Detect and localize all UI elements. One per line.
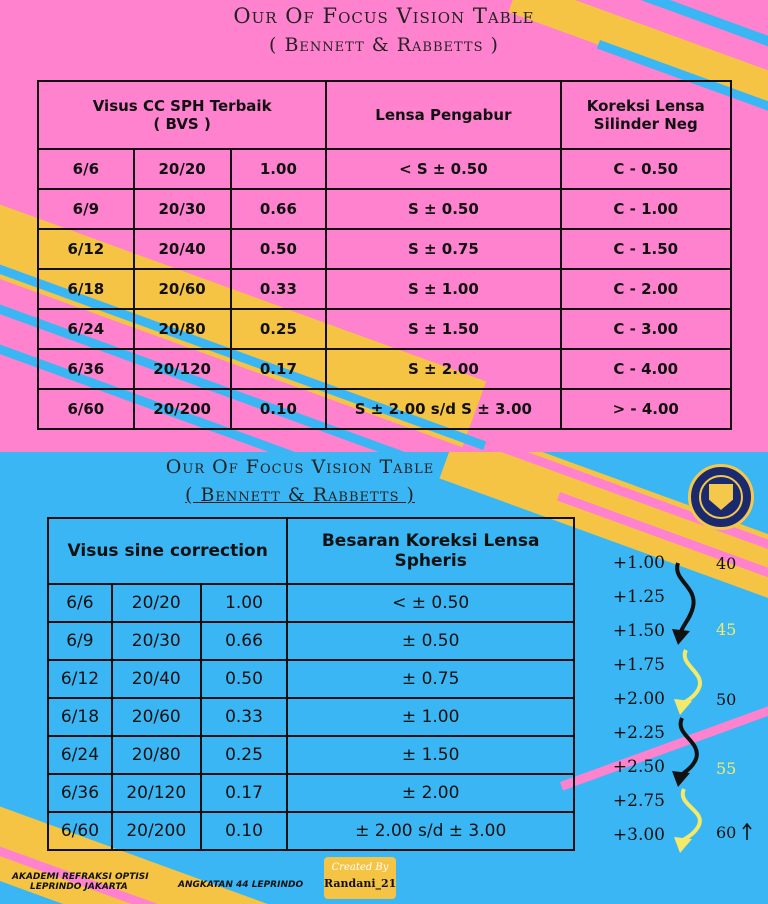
table-cell: 20/40 <box>112 660 201 698</box>
table-cell: 0.50 <box>201 660 288 698</box>
arrow-head-icon <box>674 699 692 715</box>
table-row <box>38 389 731 429</box>
table-cell: 6/12 <box>48 660 112 698</box>
table-cell: 20/80 <box>112 736 201 774</box>
power-value: +2.00 <box>612 689 665 709</box>
table-cell: 1.00 <box>201 584 288 622</box>
table-row <box>38 149 731 189</box>
table-cell: ± 2.00 s/d ± 3.00 <box>287 812 574 850</box>
table-cell: 20/20 <box>112 584 201 622</box>
table-cell: 6/6 <box>38 149 134 189</box>
table-cell: 20/200 <box>112 812 201 850</box>
table-row <box>38 309 731 349</box>
table-cell: 6/12 <box>38 229 134 269</box>
table-cell: 20/200 <box>134 389 231 429</box>
table-cell: 0.10 <box>231 389 327 429</box>
table-cell: C - 3.00 <box>561 309 732 349</box>
table-cell: C - 1.00 <box>561 189 732 229</box>
table-cell: 6/36 <box>48 774 112 812</box>
table-cell: 20/60 <box>134 269 231 309</box>
table-cell: 0.66 <box>231 189 327 229</box>
table-row <box>48 736 574 774</box>
table-row <box>48 774 574 812</box>
table-cell: 6/18 <box>48 698 112 736</box>
table-cell: 6/9 <box>48 622 112 660</box>
table-cell: 0.33 <box>231 269 327 309</box>
distance-value: 45 <box>716 620 737 639</box>
table-cell: 0.25 <box>231 309 327 349</box>
distance-value: 60 <box>716 823 737 842</box>
header-visus-sub: ( BVS ) <box>153 115 211 133</box>
table-row <box>48 622 574 660</box>
table-header-row <box>48 518 574 584</box>
academy-line-2: LEPRINDO JAKARTA <box>30 882 128 892</box>
curly-arrow-icon <box>680 650 700 705</box>
power-value: +1.75 <box>612 655 665 675</box>
creator-name: Randani_21 <box>324 877 397 890</box>
table-cell: 6/9 <box>38 189 134 229</box>
table-cell: 0.17 <box>201 774 288 812</box>
table-row <box>38 229 731 269</box>
table-cell: 20/40 <box>134 229 231 269</box>
table-cell: ± 0.50 <box>287 622 574 660</box>
table-header-row <box>38 81 731 149</box>
table-cell: 0.17 <box>231 349 327 389</box>
table-cell: 6/24 <box>48 736 112 774</box>
power-value: +1.00 <box>612 553 665 573</box>
curly-arrow-icon <box>680 718 697 777</box>
table-cell: < ± 0.50 <box>287 584 574 622</box>
header-koreksi: Koreksi Lensa Silinder Neg <box>561 81 732 149</box>
table-cell: ± 1.00 <box>287 698 574 736</box>
table-cell: S ± 0.50 <box>326 189 560 229</box>
arrow-up-icon <box>742 822 752 842</box>
arrow-head-icon <box>674 837 692 853</box>
table-cell: 20/120 <box>112 774 201 812</box>
table-cell: 20/30 <box>134 189 231 229</box>
table-cell: 20/80 <box>134 309 231 349</box>
table-cell: 6/60 <box>38 389 134 429</box>
table-cell: 0.50 <box>231 229 327 269</box>
table-cell: S ± 2.00 <box>326 349 560 389</box>
power-value: +3.00 <box>612 825 665 845</box>
table-cell: 0.66 <box>201 622 288 660</box>
table-row <box>38 189 731 229</box>
table-cell: C - 0.50 <box>561 149 732 189</box>
table-cell: C - 1.50 <box>561 229 732 269</box>
table-cell: S ± 2.00 s/d S ± 3.00 <box>326 389 560 429</box>
table-cell: 0.33 <box>201 698 288 736</box>
table-cell: 20/20 <box>134 149 231 189</box>
table-row <box>48 584 574 622</box>
bottom-vision-table <box>47 517 575 851</box>
header-visus <box>38 81 326 149</box>
bottom-title: Our Of Focus Vision Table <box>165 456 435 478</box>
power-value: +2.25 <box>612 723 665 743</box>
distance-value: 50 <box>716 690 737 709</box>
distance-value: 55 <box>716 759 737 778</box>
table-cell: ± 2.00 <box>287 774 574 812</box>
power-value: +1.25 <box>612 587 665 607</box>
creator-badge <box>324 857 396 899</box>
power-value: +2.50 <box>612 757 665 777</box>
table-cell: C - 4.00 <box>561 349 732 389</box>
created-by-label: Created By <box>331 862 389 873</box>
table-cell: 6/24 <box>38 309 134 349</box>
batch-label: ANGKATAN 44 LEPRINDO <box>178 880 304 890</box>
table-cell: ± 0.75 <box>287 660 574 698</box>
table-cell: C - 2.00 <box>561 269 732 309</box>
table-cell: 6/18 <box>38 269 134 309</box>
table-cell: S ± 0.75 <box>326 229 560 269</box>
table-row <box>48 660 574 698</box>
table-cell: 20/30 <box>112 622 201 660</box>
top-vision-table <box>37 80 732 430</box>
table-cell: S ± 1.00 <box>326 269 560 309</box>
header-besaran: Besaran Koreksi Lensa Spheris <box>287 518 574 584</box>
table-cell: 20/60 <box>112 698 201 736</box>
header-lensa: Lensa Pengabur <box>326 81 560 149</box>
table-cell: S ± 1.50 <box>326 309 560 349</box>
arrow-head-icon <box>672 629 690 645</box>
table-cell: ± 1.50 <box>287 736 574 774</box>
curly-arrow-icon <box>677 563 694 635</box>
table-cell: 0.10 <box>201 812 288 850</box>
top-title: Our Of Focus Vision Table <box>233 4 535 28</box>
table-cell: 6/36 <box>38 349 134 389</box>
power-value: +1.50 <box>612 621 665 641</box>
top-subtitle: ( Bennett & Rabbetts ) <box>269 34 499 56</box>
power-value: +2.75 <box>612 791 665 811</box>
bottom-subtitle: ( Bennett & Rabbetts ) <box>185 484 415 506</box>
table-cell: < S ± 0.50 <box>326 149 560 189</box>
curly-arrow-icon <box>680 789 700 843</box>
table-row <box>48 812 574 850</box>
table-cell: 1.00 <box>231 149 327 189</box>
table-cell: 20/120 <box>134 349 231 389</box>
table-cell: 6/6 <box>48 584 112 622</box>
academy-line-1: AKADEMI REFRAKSI OPTISI <box>12 872 149 882</box>
table-row <box>38 349 731 389</box>
table-row <box>38 269 731 309</box>
academy-seal-icon <box>688 464 754 530</box>
header-visus-sine: Visus sine correction <box>48 518 287 584</box>
arrow-head-icon <box>672 771 690 787</box>
table-row <box>48 698 574 736</box>
academy-name <box>12 872 149 892</box>
table-cell: > - 4.00 <box>561 389 732 429</box>
header-visus-label: Visus CC SPH Terbaik <box>92 97 272 115</box>
table-cell: 0.25 <box>201 736 288 774</box>
distance-value: 40 <box>716 554 737 573</box>
table-cell: 6/60 <box>48 812 112 850</box>
curly-arrows <box>668 555 718 855</box>
